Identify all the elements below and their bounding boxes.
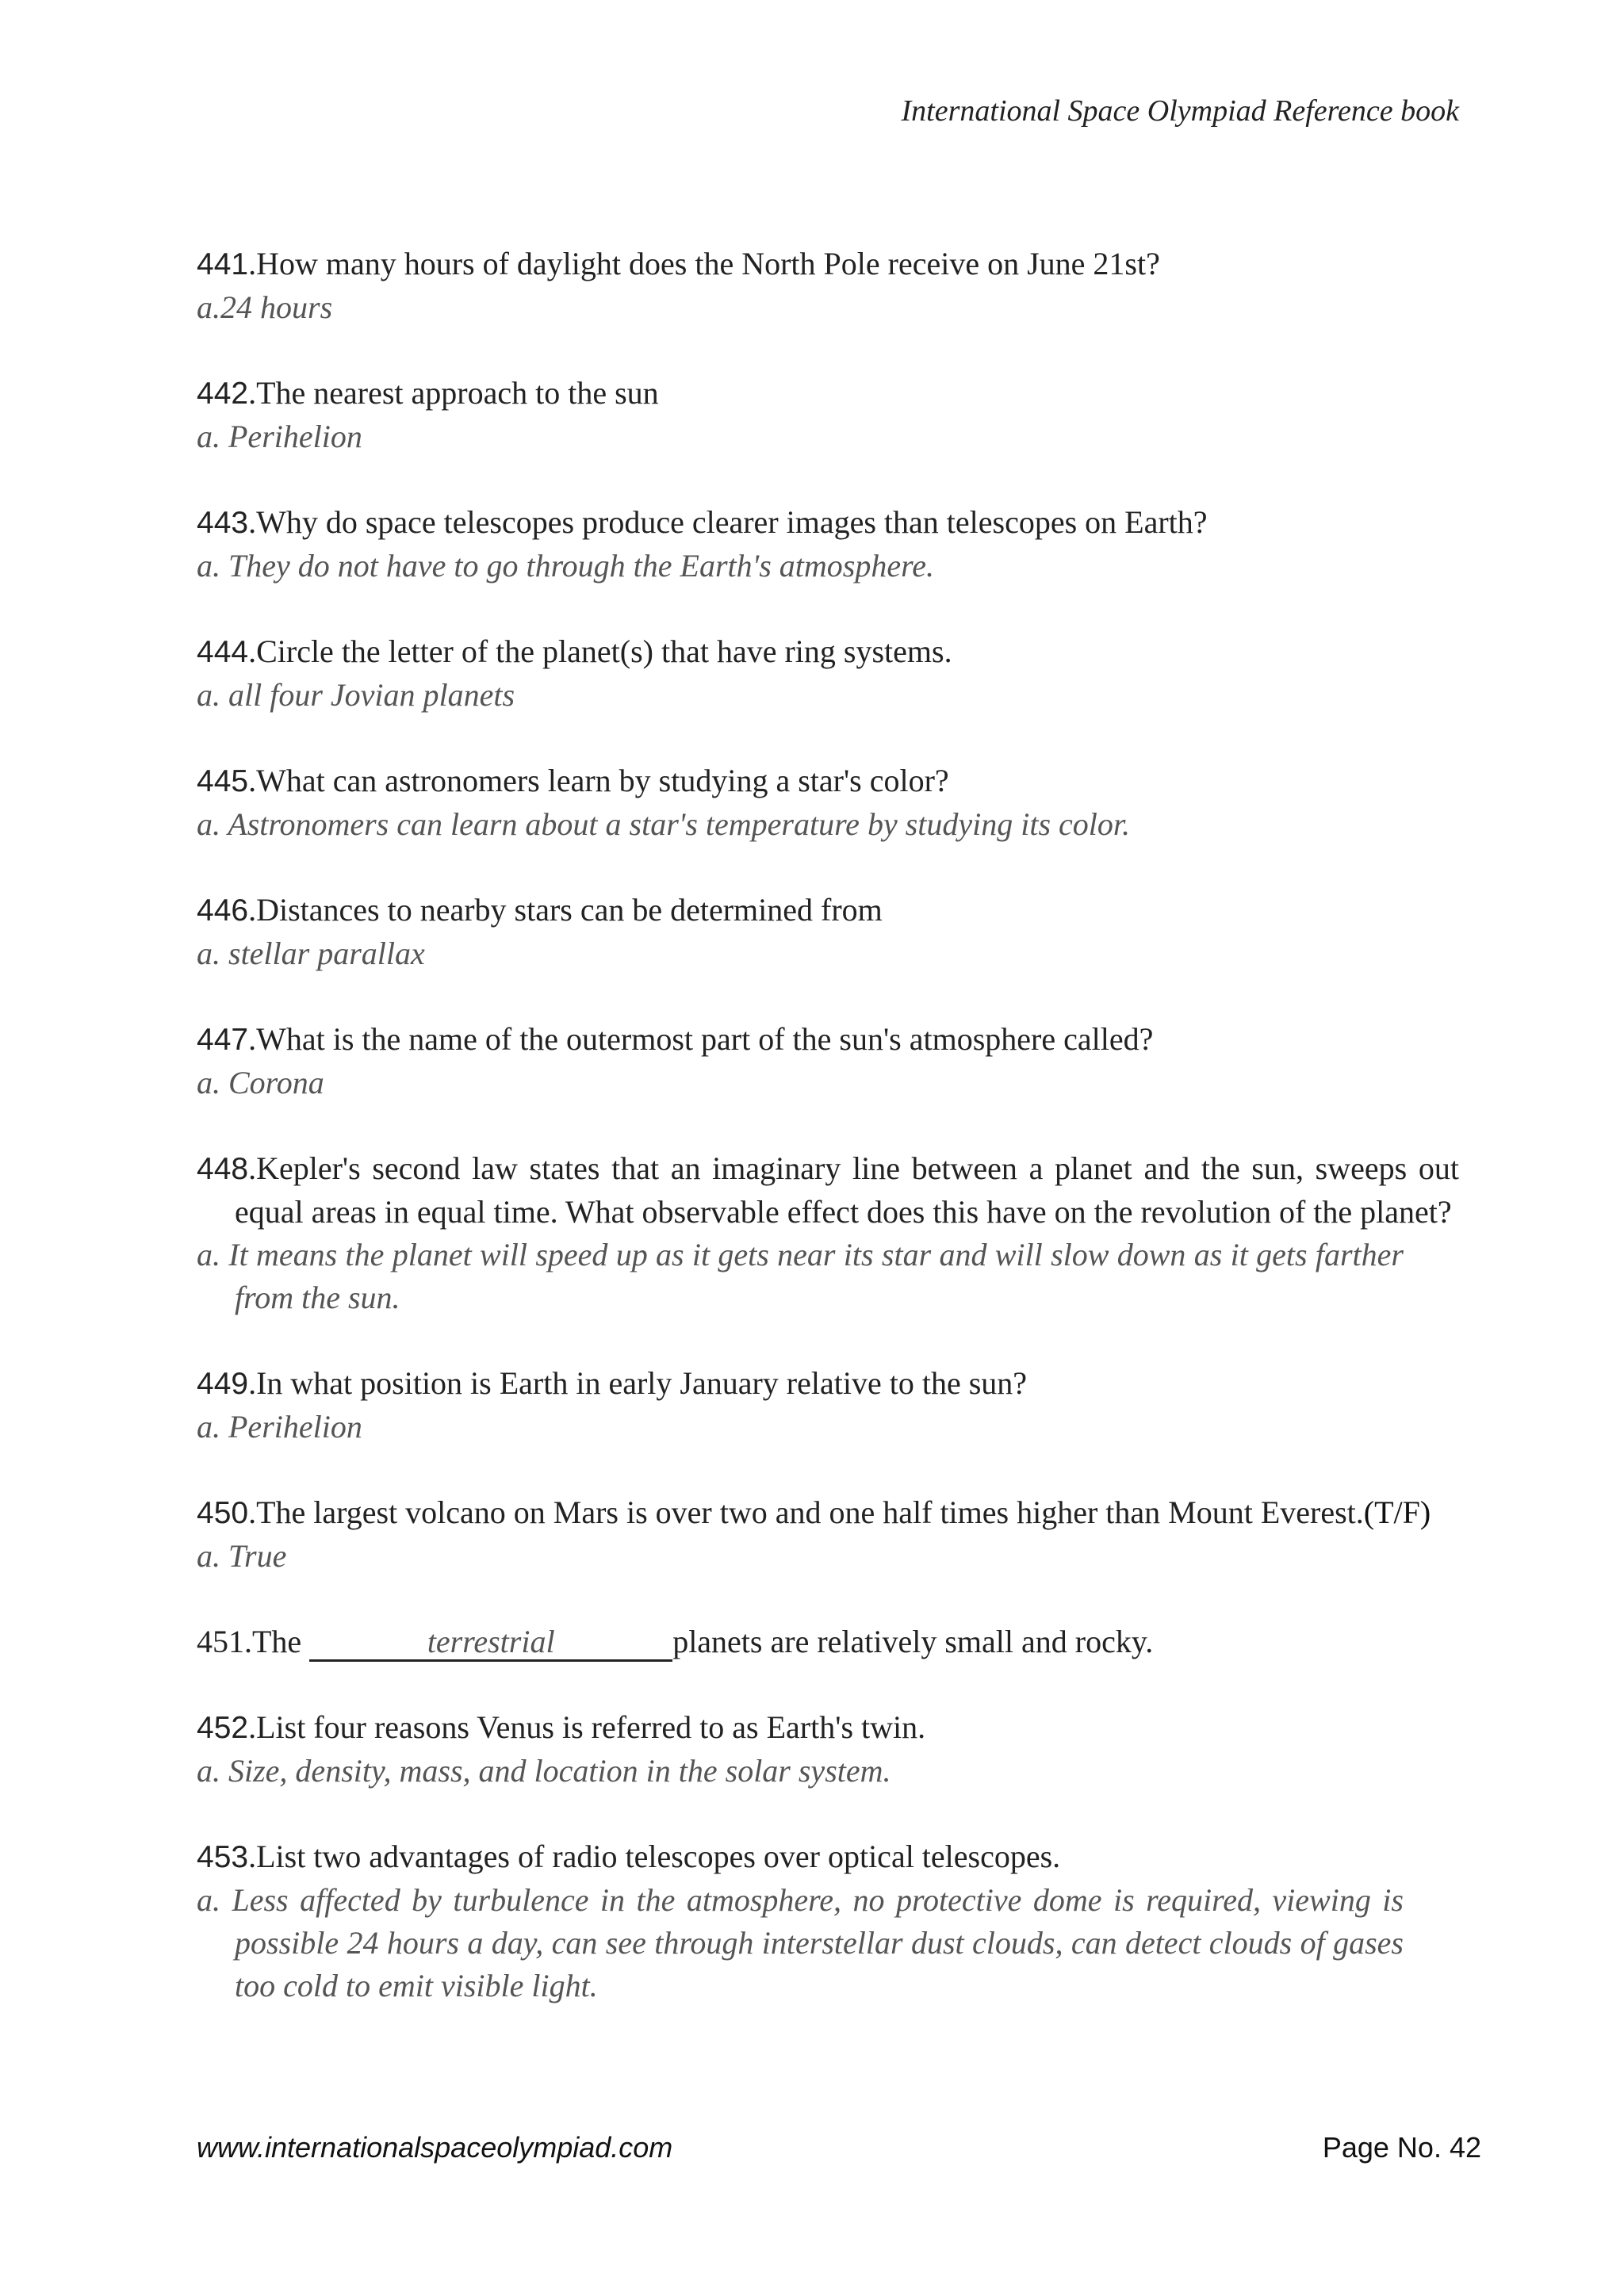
- question-body: List two advantages of radio telescopes over optical telescopes.: [256, 1839, 1061, 1874]
- answer-text: a. True: [197, 1538, 287, 1574]
- question-body: List four reasons Venus is referred to as Earth's twin.: [256, 1709, 926, 1745]
- question-text: 442.The nearest approach to the sun: [197, 375, 659, 411]
- question-text: 448.Kepler's second law states that an imaginary line between a planet and the sun, sweeps out equal areas in equal time. What observable effect does this have on the revolution of the planet?: [197, 1150, 1459, 1230]
- question-body: Circle the letter of the planet(s) that have ring systems.: [256, 633, 952, 669]
- answer-text: a. They do not have to go through the Earth's atmosphere.: [197, 548, 934, 584]
- fill-suffix: planets are relatively small and rocky.: [672, 1624, 1154, 1659]
- fill-prefix: .The: [244, 1624, 310, 1659]
- question-item: [197, 1018, 1459, 1104]
- question-text: 449.In what position is Earth in early January relative to the sun?: [197, 1365, 1028, 1401]
- answer-text: a. Perihelion: [197, 1409, 362, 1445]
- question-number: 442: [197, 377, 249, 411]
- question-body: Distances to nearby stars can be determined from: [256, 892, 883, 928]
- running-header: International Space Olympiad Reference book: [901, 94, 1459, 128]
- question-list: [197, 243, 1459, 2050]
- question-text: 447.What is the name of the outermost part of the sun's atmosphere called?: [197, 1021, 1154, 1057]
- answer-text: a.24 hours: [197, 289, 333, 325]
- question-number: 447: [197, 1023, 249, 1057]
- question-item: [197, 1835, 1459, 2007]
- question-body: In what position is Earth in early January relative to the sun?: [256, 1365, 1028, 1401]
- question-item: [197, 372, 1459, 458]
- answer-text: a. stellar parallax: [197, 936, 425, 971]
- question-text: 445.What can astronomers learn by studying a star's color?: [197, 763, 949, 798]
- question-body: Why do space telescopes produce clearer images than telescopes on Earth?: [256, 504, 1208, 540]
- answer-text: a. Perihelion: [197, 419, 362, 454]
- question-body: The nearest approach to the sun: [256, 375, 659, 411]
- true-false-marker: (T/F): [1363, 1494, 1431, 1530]
- question-text: [197, 1621, 1459, 1663]
- question-item: [197, 1706, 1459, 1793]
- answer-text: a. Corona: [197, 1065, 324, 1100]
- question-number: 449: [197, 1367, 249, 1401]
- question-item: [197, 1147, 1459, 1319]
- question-text: 452.List four reasons Venus is referred to as Earth's twin.: [197, 1709, 926, 1745]
- answer-text: a. It means the planet will speed up as it gets near its star and will slow down as it gets farther from the sun.: [197, 1237, 1404, 1315]
- question-text: 453.List two advantages of radio telescopes over optical telescopes.: [197, 1839, 1061, 1874]
- fill-blank-item: [197, 1621, 1459, 1663]
- answer-text: a. Size, density, mass, and location in the solar system.: [197, 1753, 891, 1789]
- fill-blank-answer: terrestrial: [309, 1624, 672, 1662]
- question-number: 452: [197, 1711, 249, 1745]
- question-body: The largest volcano on Mars is over two and one half times higher than Mount Everest.: [256, 1494, 1364, 1530]
- question-body: How many hours of daylight does the North Pole receive on June 21st?: [256, 246, 1160, 281]
- question-item: [197, 630, 1459, 717]
- question-body: What can astronomers learn by studying a star's color?: [256, 763, 949, 798]
- question-number: 446: [197, 894, 249, 928]
- answer-text: a. Less affected by turbulence in the atmosphere, no protective dome is required, viewing is possible 24 hours a day, can see through interstellar dust clouds, can detect clouds of gases too cold to emit visible light.: [197, 1882, 1404, 2003]
- answer-text: a. Astronomers can learn about a star's temperature by studying its color.: [197, 806, 1131, 842]
- question-number: 453: [197, 1840, 249, 1874]
- question-item: [197, 501, 1459, 587]
- footer-website: www.internationalspaceolympiad.com: [197, 2131, 673, 2164]
- question-item: [197, 243, 1459, 329]
- question-item: [197, 889, 1459, 975]
- question-item: [197, 1491, 1459, 1578]
- question-number: 444: [197, 635, 249, 669]
- question-number: 445: [197, 764, 249, 798]
- question-number: 443: [197, 506, 249, 540]
- question-body: Kepler's second law states that an imaginary line between a planet and the sun, sweeps out equal areas in equal time. What observable effect does this have on the revolution of the planet?: [235, 1150, 1459, 1230]
- answer-text: a. all four Jovian planets: [197, 677, 515, 713]
- question-number: 448: [197, 1152, 249, 1186]
- footer-page-number: Page No. 42: [1322, 2131, 1481, 2164]
- question-text: 443.Why do space telescopes produce clearer images than telescopes on Earth?: [197, 504, 1208, 540]
- question-number: 451: [197, 1624, 244, 1659]
- question-body: What is the name of the outermost part of the sun's atmosphere called?: [256, 1021, 1154, 1057]
- question-text: 444.Circle the letter of the planet(s) that have ring systems.: [197, 633, 952, 669]
- question-text: 446.Distances to nearby stars can be determined from: [197, 892, 883, 928]
- question-text: 441.How many hours of daylight does the North Pole receive on June 21st?: [197, 246, 1160, 281]
- question-item: [197, 1362, 1459, 1448]
- question-text: 450.The largest volcano on Mars is over two and one half times higher than Mount Everest.(T/F): [197, 1494, 1431, 1530]
- question-number: 441: [197, 247, 249, 281]
- question-item: [197, 760, 1459, 846]
- question-number: 450: [197, 1496, 249, 1530]
